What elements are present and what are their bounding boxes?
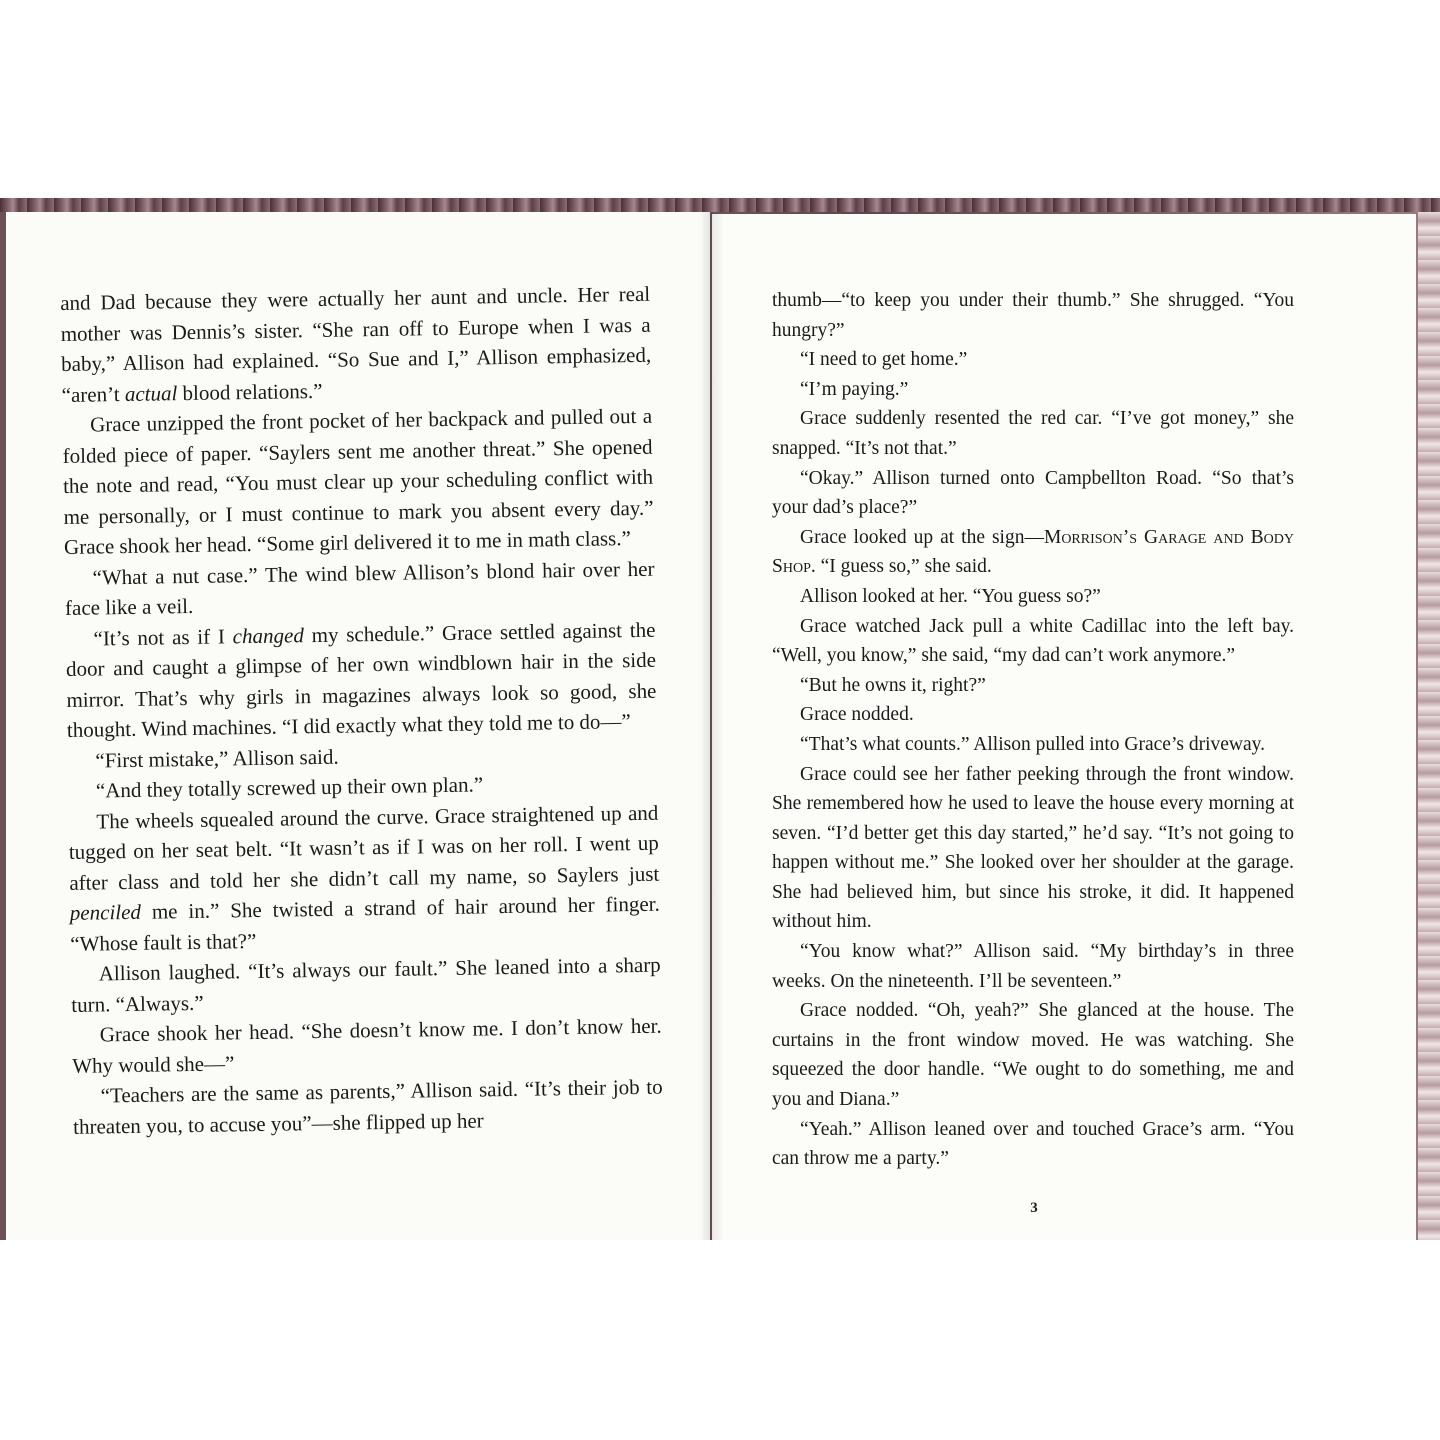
text-run: Grace shook her head. “She doesn’t know me. I don’t know her. Why would she—” [72,1013,662,1078]
right-page [712,214,1416,1240]
italic-run: changed [232,622,305,648]
paragraph [772,375,1294,405]
paragraph [772,1115,1294,1174]
text-run: “First mistake,” Allison said. [95,744,339,773]
paragraph [62,401,654,563]
small-caps-run: Morrison’s Garage and Body Shop [772,526,1295,578]
paragraph [772,523,1294,582]
text-run: “What a nut case.” The wind blew Allison’s blond hair over her face like a veil. [64,556,655,620]
paragraph [772,996,1294,1114]
paragraph [68,797,660,959]
paragraph [772,730,1294,760]
paragraph [60,279,652,410]
text-run: . “I guess so,” she said. [810,556,992,578]
italic-run: actual [124,380,178,406]
paragraph [772,671,1294,701]
text-run: me in.” She twisted a strand of hair around her finger. “Whose fault is that?” [70,891,660,956]
text-run: Allison looked at her. “You guess so?” [800,585,1101,607]
text-run: “That’s what counts.” Allison pulled into Grace’s driveway. [800,733,1266,755]
right-page-text [772,286,1294,1174]
photo-top-edge [0,198,1440,212]
italic-run: penciled [69,899,142,925]
left-page [6,212,710,1240]
text-run: “And they totally screwed up their own plan.” [95,772,484,803]
text-run: and Dad because they were actually her aunt and uncle. Her real mother was Dennis’s sister. “She ran off to Europe when I was a baby,” Allison had explained. “So Sue and I,” Allison emphasized, “aren’t [60,281,652,407]
text-run: “It’s not as if I [93,623,233,651]
text-run: The wheels squealed around the curve. Grace straightened up and tugged on her seat belt. “It wasn’t as if I was on her roll. I went up after class and told her she didn’t call my name, so Saylers just [68,800,660,895]
text-run: Grace could see her father peeking through the front window. She remembered how he used to leave the house every morning at seven. “I’d better get this day started,” he’d say. “It’s not going to happen without me.” She looked over her shoulder at the garage. She had believed him, but since his stroke, it did. It happened without him. [772,763,1294,933]
paragraph [772,464,1294,523]
text-run: my schedule.” Grace settled against the door and caught a glimpse of her own windblown hair in the side mirror. That’s why girls in magazines always look so good, she thought. Wind machines. “I did exactly what they told me to do—” [65,617,657,742]
paragraph [772,582,1294,612]
paragraph [772,937,1294,996]
page-number: 3 [1030,1200,1038,1216]
paragraph [71,1011,662,1081]
text-run: Grace nodded. [800,704,914,726]
page-stack-edge [1418,212,1440,1240]
text-run: Allison laughed. “It’s always our fault.” She leaned into a sharp turn. “Always.” [71,952,661,1017]
text-run: Grace looked up at the sign— [800,526,1044,548]
text-run: “Yeah.” Allison leaned over and touched Grace’s arm. “You can throw me a party.” [772,1118,1294,1170]
text-run: “Okay.” Allison turned onto Campbellton Road. “So that’s your dad’s place?” [772,467,1294,519]
paragraph [772,612,1294,671]
paragraph [772,286,1294,345]
paragraph [71,950,662,1020]
text-run: “I need to get home.” [800,349,968,371]
text-run: Grace nodded. “Oh, yeah?” She glanced at the house. The curtains in the front window moved. He was watching. She squeezed the door handle. “We ought to do something, me and you and Diana.” [772,1000,1294,1111]
text-run: “You know what?” Allison said. “My birthday’s in three weeks. On the nineteenth. I’ll be seventeen.” [772,941,1294,992]
paragraph [65,614,657,745]
text-run: “But he owns it, right?” [800,674,986,696]
text-run: “Teachers are the same as parents,” Allison said. “It’s their job to threaten you, to accuse you”—she flipped up her [72,1074,663,1139]
paragraph [772,404,1294,463]
text-run: blood relations.” [177,378,323,405]
text-run: “I’m paying.” [800,378,909,400]
paragraph [72,1072,663,1142]
paragraph [772,700,1294,730]
paragraph [64,553,655,623]
left-page-text [60,279,663,1142]
text-run: Grace watched Jack pull a white Cadillac into the left bay. “Well, you know,” she said, “my dad can’t work anymore.” [772,615,1294,667]
paragraph [772,345,1294,375]
paragraph [772,760,1294,938]
text-run: Grace unzipped the front pocket of her backpack and pulled out a folded piece of paper. “Saylers sent me another threat.” She opened the note and read, “You must clear up your scheduling conflict with me personally, or I must continue to mark you absent every day.” Grace shook her head. “Some girl delivered it to me in math class.” [62,403,654,559]
text-run: Grace suddenly resented the red car. “I’ve got money,” she snapped. “It’s not that.” [772,408,1294,459]
text-run: thumb—“to keep you under their thumb.” She shrugged. “You hungry?” [772,290,1294,341]
